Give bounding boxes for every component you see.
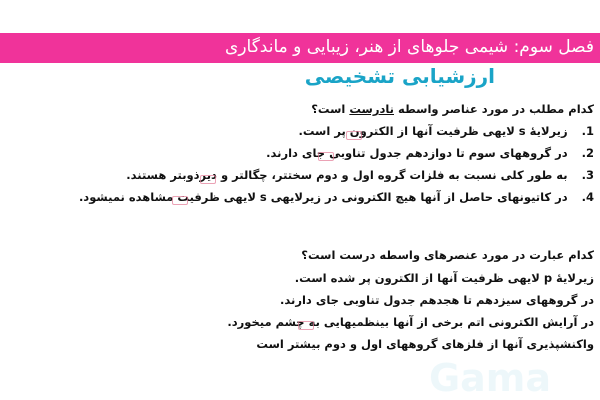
question-2-option-2: در گروههای سیزدهم تا هجدهم جدول تناوبی جای دارند. — [280, 293, 594, 307]
question-1-option-2: 2.در گروههای سوم تا دوازدهم جدول تناوبی جای دارند. — [266, 146, 594, 160]
section-title: ارزشیابی تشخیصی — [304, 64, 495, 88]
stamp-mark — [346, 131, 362, 140]
watermark-logo — [420, 355, 560, 400]
question-1-option-4: 4.در کاتیونهای حاصل از آنها هیچ الکترونی در زیرلایهی s لایهی ظرفیت مشاهده نمیشود. — [78, 190, 594, 204]
chapter-header-bar — [0, 33, 600, 63]
question-2-option-4: واکنشپذیری آنها از فلزهای گروههای اول و دوم بیشتر است — [256, 337, 594, 351]
question-2-prompt: کدام عبارت در مورد عنصرهای واسطه درست است؟ — [301, 248, 594, 262]
stamp-mark — [318, 152, 334, 161]
question-1-option-3: 3.به طور کلی نسبت به فلزات گروه اول و دوم سختتر، چگالتر و دیرذوبتر هستند. — [126, 168, 594, 182]
stamp-mark — [172, 196, 188, 205]
chapter-title: فصل سوم: شیمی جلوهای از هنر، زیبایی و ماندگاری — [225, 37, 594, 57]
stamp-mark — [200, 175, 216, 184]
question-2-option-3: در آرایش الکترونی اتم برخی از آنها بینظمیهایی به چشم میخورد. — [227, 315, 594, 329]
question-2-option-1: زیرلایهٔ p لایهی ظرفیت آنها از الکترون پر شده است. — [294, 271, 594, 285]
question-1-prompt: کدام مطلب در مورد عناصر واسطه نادرست است؟ — [311, 102, 594, 116]
stamp-mark — [298, 321, 314, 330]
underlined-word: نادرست — [349, 102, 394, 116]
question-1-option-1: 1.زیرلایهٔ s لایهی ظرفیت آنها از الکترون پر است. — [298, 124, 594, 138]
svg-text:Gama: Gama — [428, 356, 552, 400]
